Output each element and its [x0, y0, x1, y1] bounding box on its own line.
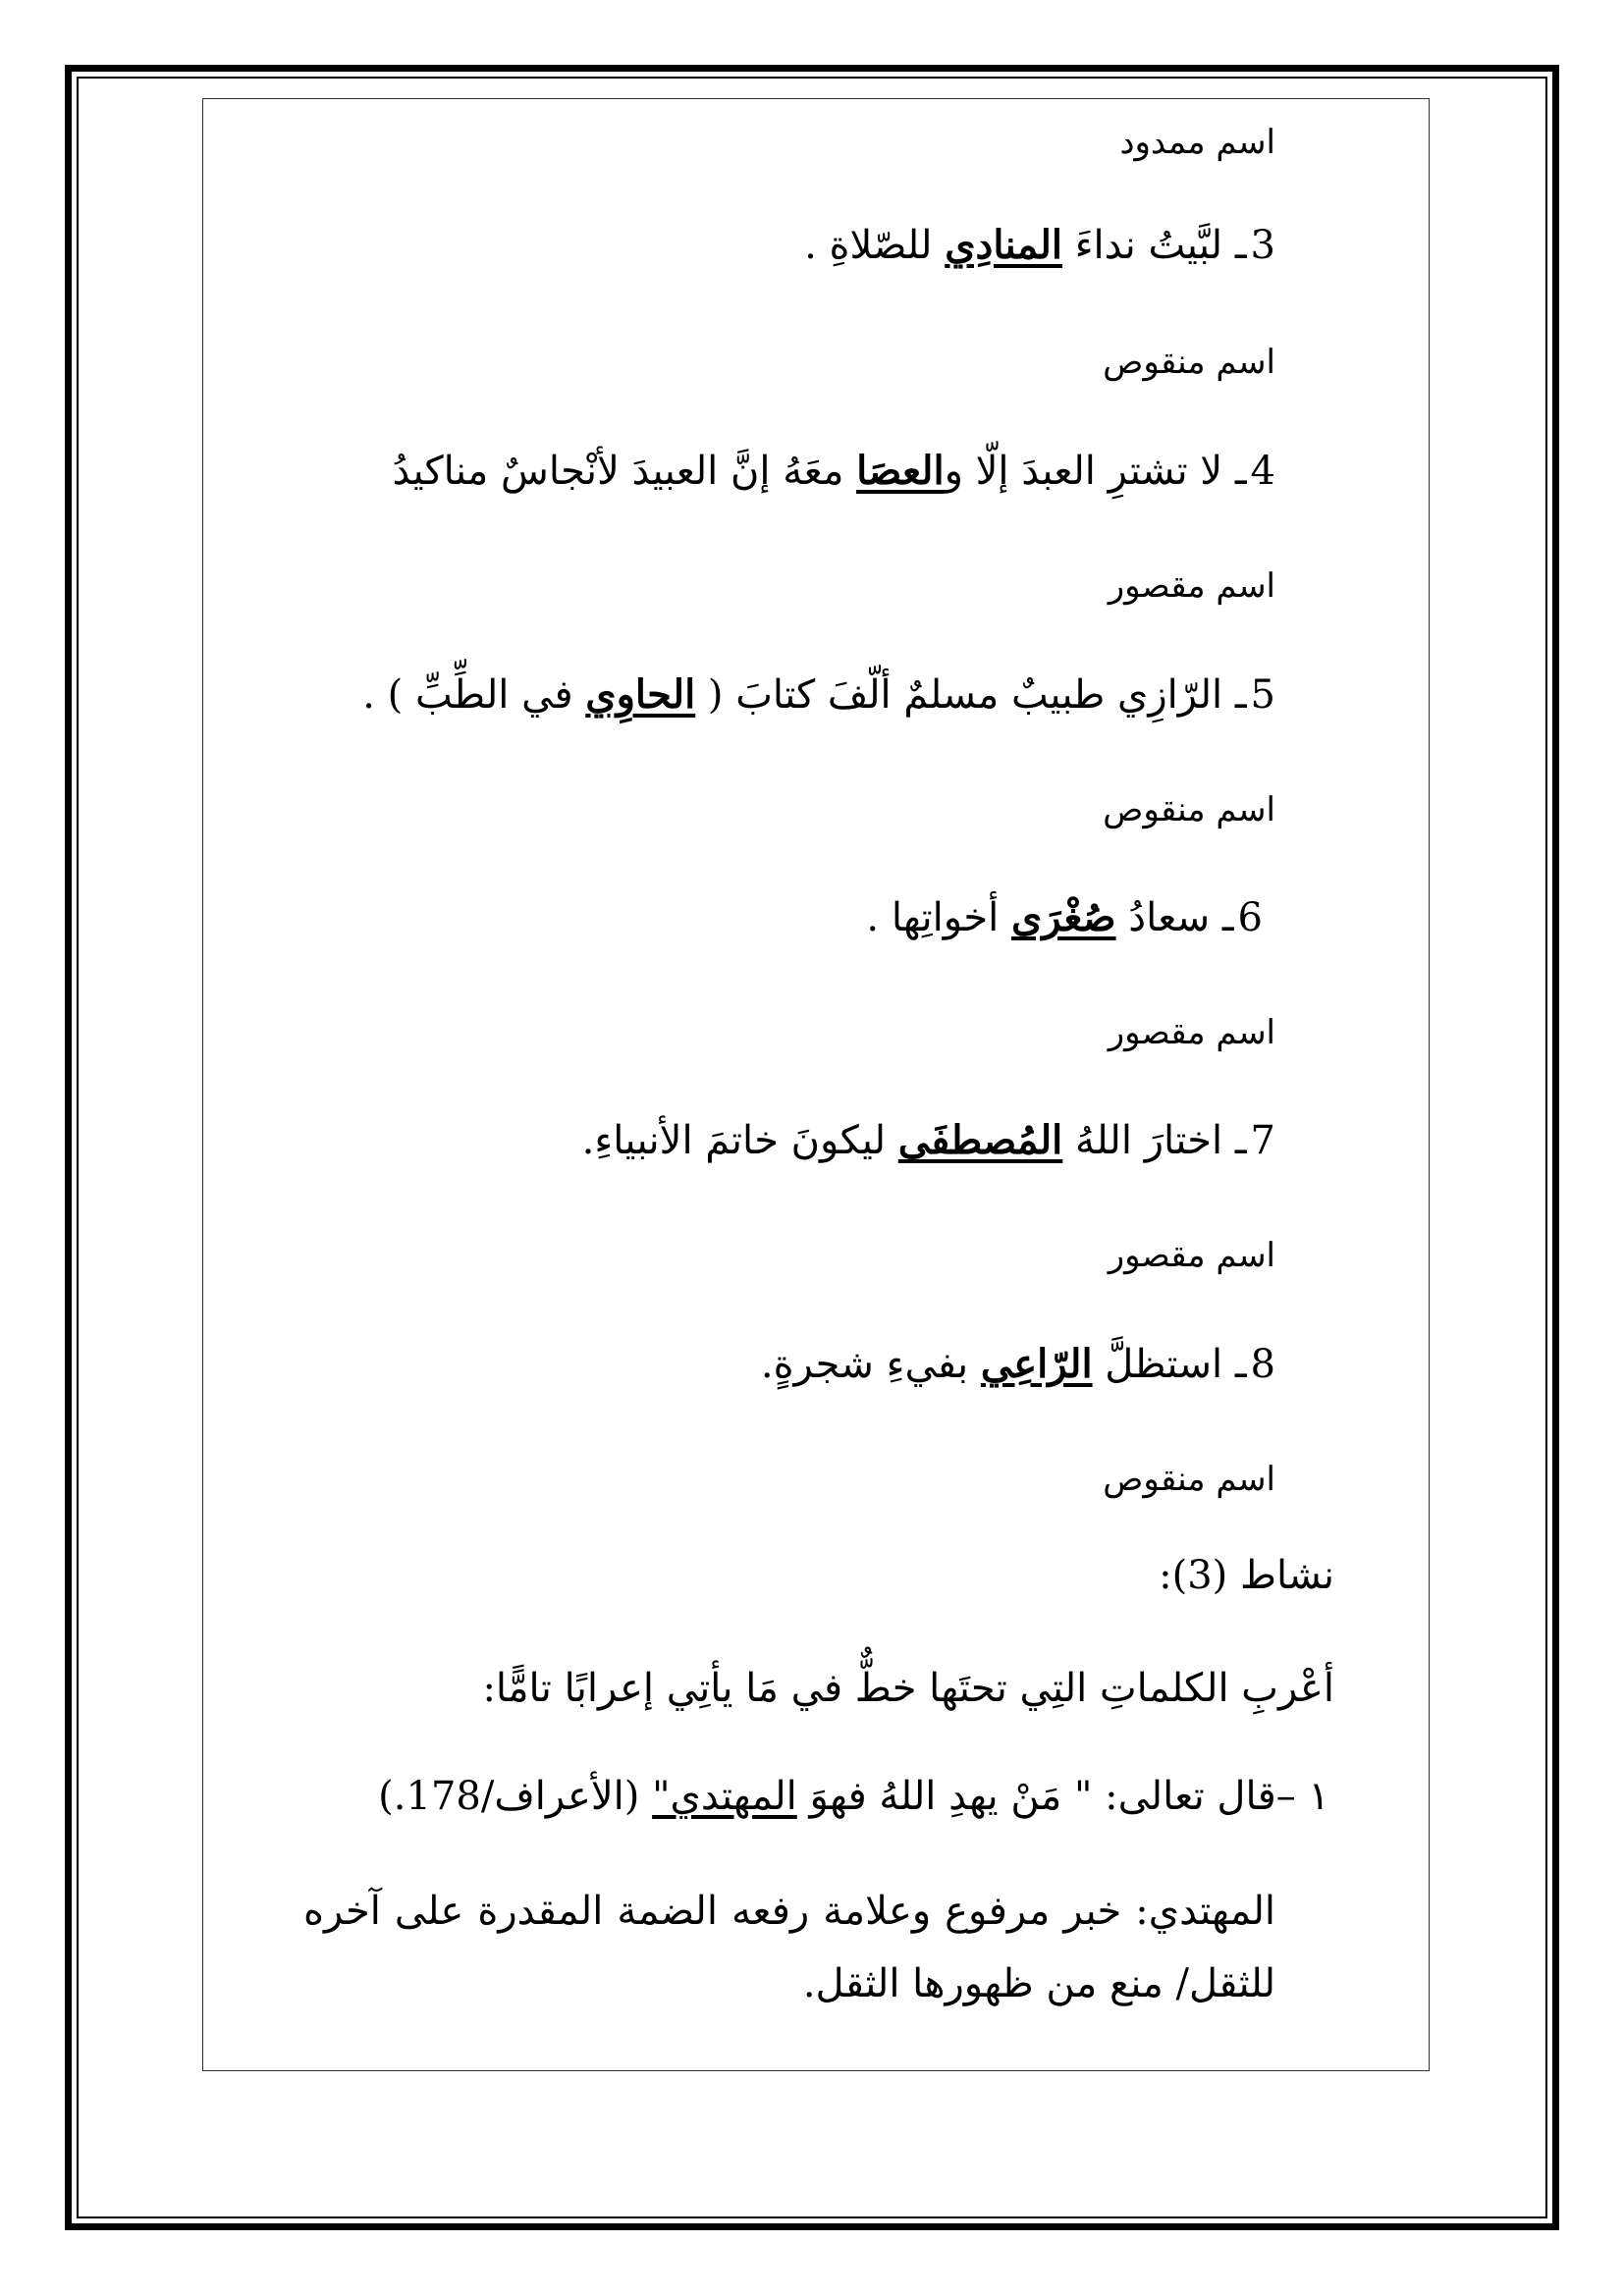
item-number: 5 — [1250, 672, 1275, 718]
answer-label-4: اسم منقوص — [1103, 790, 1275, 829]
answer-label-7: اسم منقوص — [1103, 1460, 1275, 1499]
underlined-word: الحاوِي — [585, 671, 696, 718]
sentence-3: 3ـ لبَّيتُ نداءَ المنادِي للصّلاةِ . — [804, 222, 1275, 268]
activity-answer: المهتدي: خبر مرفوع وعلامة رفعه الضمة المقدرة على آخره للثقل/ منع من ظهورها الثقل. — [303, 1889, 1275, 2006]
item-number: ١ — [1308, 1774, 1329, 1819]
item-number: 7 — [1250, 1118, 1275, 1163]
item-number: 3 — [1250, 223, 1275, 268]
sentence-7: 7ـ اختارَ اللهُ المُصطفَى ليكونَ خاتمَ الأنبياءِ. — [581, 1117, 1275, 1163]
sentence-6: 6ـ سعادُ صُغْرَى أخواتِها . — [866, 894, 1263, 940]
underlined-word: المنادِي — [945, 222, 1063, 268]
underlined-word: صُغْرَى — [1010, 894, 1116, 940]
sentence-8: 8ـ استظلَّ الرّاعِي بفيءِ شجرةٍ. — [760, 1341, 1275, 1387]
underlined-word: المُصطفَى — [897, 1117, 1063, 1163]
item-number: 6 — [1237, 895, 1263, 940]
item-number: 8 — [1250, 1342, 1275, 1387]
activity-title: نشاط (3): — [1159, 1553, 1334, 1598]
answer-label-3: اسم مقصور — [1108, 566, 1275, 606]
answer-label-6: اسم مقصور — [1108, 1236, 1275, 1275]
sentence-4: 4ـ لا تشترِ العبدَ إلّا والعصَا معَهُ إنَّ العبيدَ لأنْجاسٌ مناكيدُ — [392, 448, 1275, 494]
activity-item-1: ١ –قال تعالى: " مَنْ يهدِ اللهُ فهوَ المهتدي" (الأعراف/178.) — [378, 1774, 1329, 1819]
answer-label-5: اسم مقصور — [1108, 1013, 1275, 1052]
underlined-word: المهتدي" — [652, 1774, 797, 1819]
sentence-5: 5ـ الرّازِي طبيبٌ مسلمٌ ألّفَ كتابَ ( الحاوِي في الطِّبِّ ) . — [362, 671, 1275, 718]
item-number: 4 — [1250, 449, 1275, 494]
answer-label-2: اسم منقوص — [1103, 343, 1275, 382]
answer-label-1: اسم ممدود — [1119, 123, 1275, 162]
underlined-word: العصَا — [856, 448, 945, 494]
underlined-word: الرّاعِي — [980, 1341, 1093, 1387]
activity-instruction: أعْربِ الكلماتِ التِي تحتَها خطٌّ في مَا يأتِي إعرابًا تامًّا: — [482, 1666, 1334, 1711]
